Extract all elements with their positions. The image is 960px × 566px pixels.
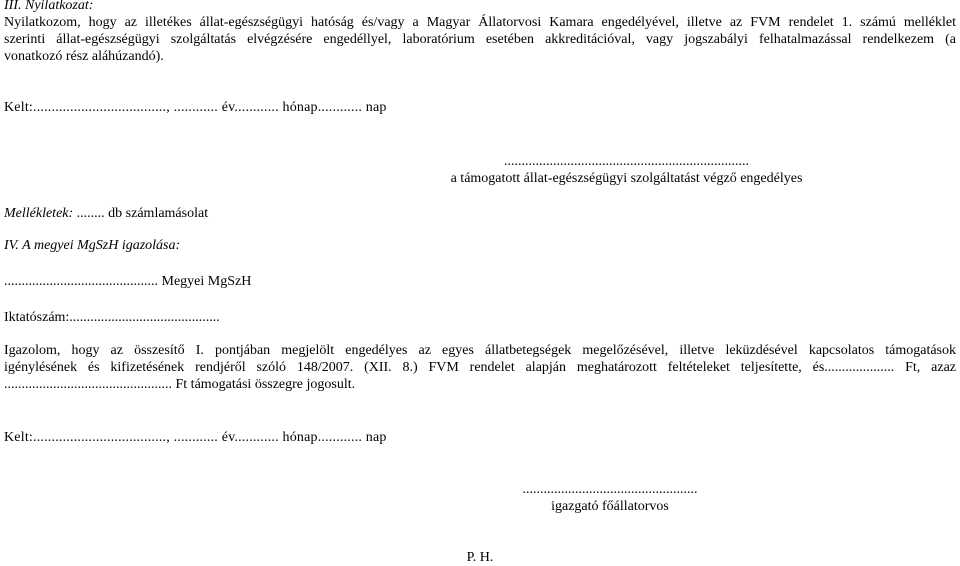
section3-paragraph-line-2: szerinti állat-egészségügyi szolgáltatás elvégzésére engedéllyel, laboratórium esetében akkreditációval, vagy jogszabályi felhatalmazással rendelkezem (a <box>4 32 956 47</box>
section4-signature-label: igazgató főállatorvos <box>551 499 669 514</box>
section3-signature-dots: ...................................................................... <box>504 154 749 169</box>
section3-heading: III. Nyilatkozat: <box>4 0 94 13</box>
section3-signature-label: a támogatott állat-egészségügyi szolgáltatást végző engedélyes <box>450 171 803 186</box>
section4-signature-dots: .................................................. <box>522 482 698 497</box>
section3-date-line: Kelt:...................................., ............ év............ hónap............ nap <box>4 100 387 115</box>
attachments-value: ........ db számlamásolat <box>73 206 209 221</box>
section4-paragraph-line-2: igénylésének és kifizetésének rendjéről szóló 148/2007. (XII. 8.) FVM rendelet alapján meghatározott feltételeket teljesítette, és.................... Ft, azaz <box>4 360 956 375</box>
section4-date-line: Kelt:...................................., ............ év............ hónap............ nap <box>4 430 387 445</box>
section4-heading: IV. A megyei MgSzH igazolása: <box>4 238 181 253</box>
stamp-placeholder: P. H. <box>466 550 494 565</box>
section4-paragraph-line-3: ................................................ Ft támogatási összegre jogosult. <box>4 377 356 392</box>
attachments-label: Mellékletek: <box>4 206 74 221</box>
section3-paragraph-line-3: vonatkozó rész aláhúzandó). <box>4 49 164 64</box>
section4-paragraph-line-1: Igazolom, hogy az összesítő I. pontjában megjelölt engedélyes az egyes állatbetegségek megelőzésével, illetve leküzdésével kapcsolatos támogatások <box>4 343 956 358</box>
county-office-line: ............................................ Megyei MgSzH <box>4 274 252 289</box>
registration-number-line: Iktatószám:........................................... <box>4 310 220 325</box>
attachments-line <box>4 205 208 222</box>
section3-paragraph-line-1: Nyilatkozom, hogy az illetékes állat-egészségügyi hatóság és/vagy a Magyar Állatorvosi Kamara engedélyével, illetve az FVM rendelet 1. számú melléklet <box>4 15 956 30</box>
